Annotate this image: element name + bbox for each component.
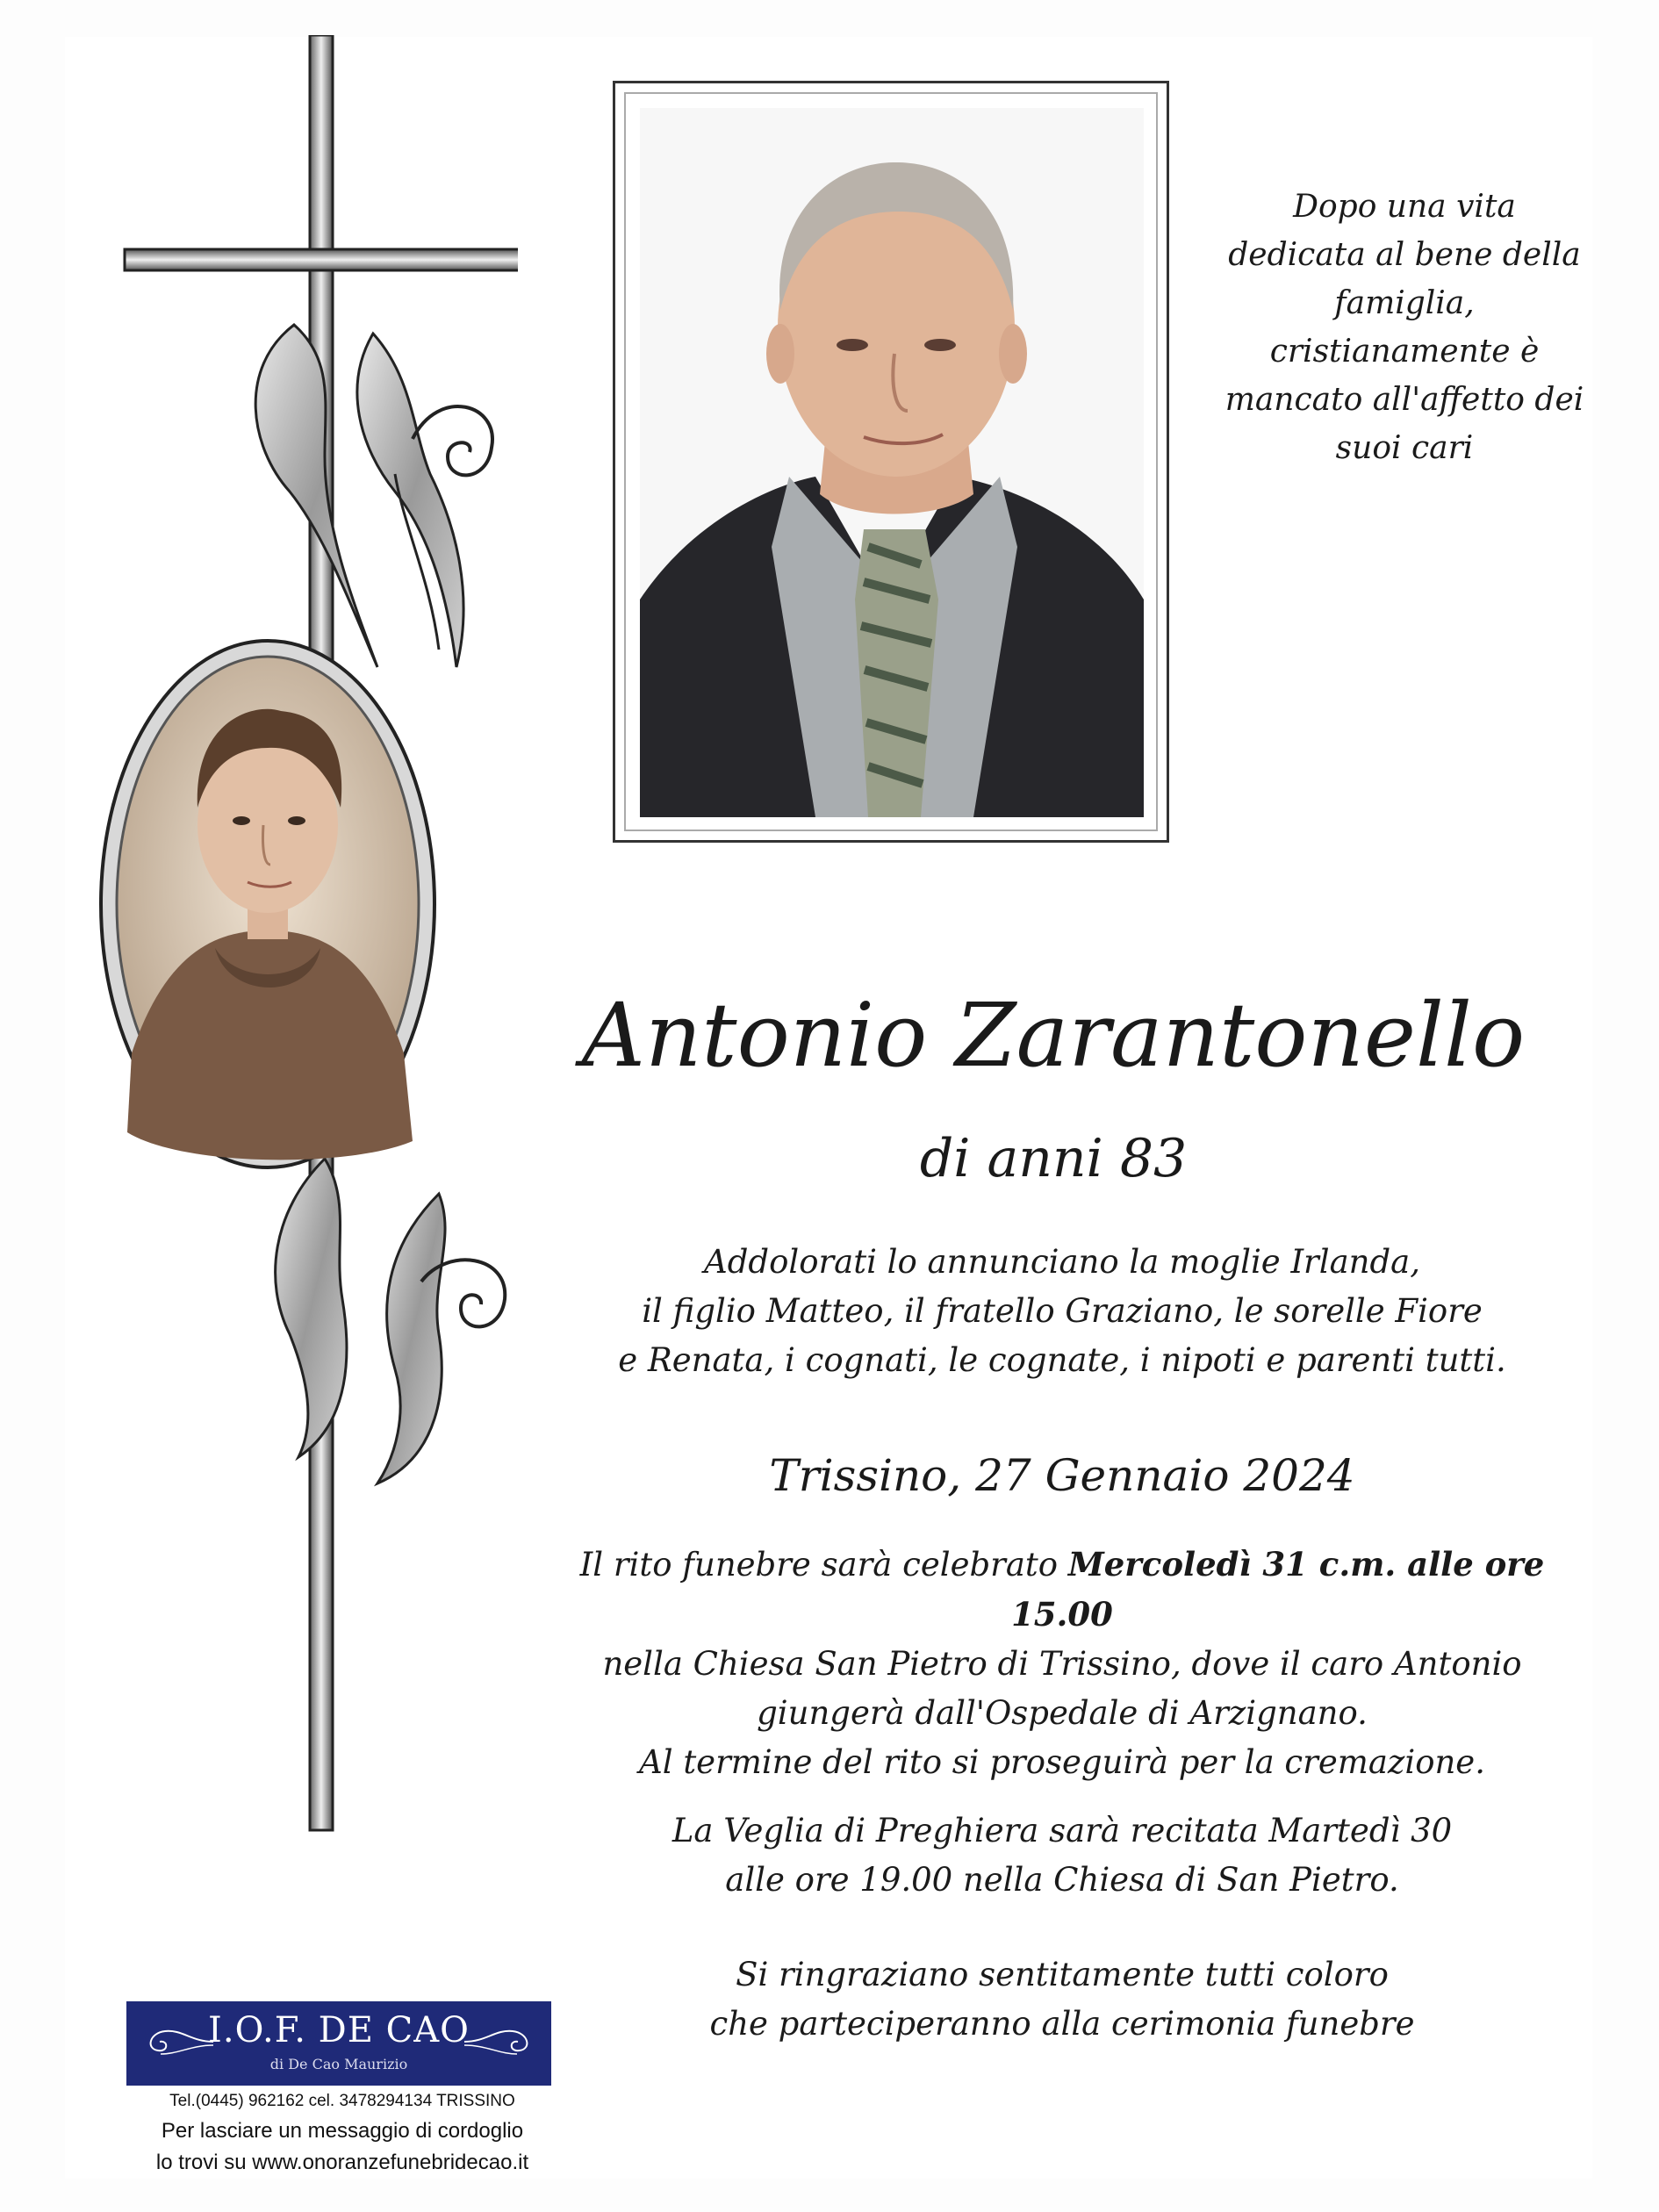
tribute-line: mancato all'affetto dei xyxy=(1224,382,1584,418)
tribute-line: dedicata al bene della xyxy=(1228,237,1581,273)
announcement-line: Addolorati lo annunciano la moglie Irlanda, xyxy=(704,1243,1420,1281)
deceased-name: Antonio Zarantonello xyxy=(581,984,1526,1087)
tribute-text xyxy=(1211,183,1598,472)
funeral-home-contact: Tel.(0445) 962162 cel. 3478294134 TRISSINO xyxy=(169,2092,515,2110)
place-date: Trissino, 27 Gennaio 2024 xyxy=(769,1450,1355,1501)
rite-line: Al termine del rito si proseguirà per la cremazione. xyxy=(639,1743,1485,1781)
vigil-line: alle ore 19.00 nella Chiesa di San Pietro. xyxy=(725,1861,1399,1899)
rite-line: nella Chiesa San Pietro di Trissino, dove il caro Antonio xyxy=(602,1645,1522,1683)
vigil-text xyxy=(562,1806,1562,1905)
deceased-photo-frame xyxy=(613,81,1169,843)
funeral-home-logo xyxy=(126,2001,551,2086)
rite-datetime: Mercoledì 31 c.m. alle ore 15.00 xyxy=(1011,1545,1545,1634)
funeral-home-subtitle: di De Cao Maurizio xyxy=(269,2056,408,2072)
thanks-line: Si ringraziano sentitamente tutti coloro xyxy=(736,1956,1389,1993)
tribute-line: Dopo una vita xyxy=(1293,189,1516,225)
tribute-line: cristianamente è xyxy=(1269,334,1540,370)
thanks-text xyxy=(562,1950,1562,2049)
deceased-portrait xyxy=(640,108,1144,817)
thanks-line: che parteciperanno alla cerimonia funebre xyxy=(709,2005,1415,2043)
funeral-rite-text xyxy=(527,1540,1598,1787)
funeral-home-name: I.O.F. DE CAO xyxy=(208,2010,470,2050)
rite-prefix: Il rito funebre sarà celebrato xyxy=(579,1546,1068,1584)
condolence-message xyxy=(114,2115,571,2179)
condolence-website[interactable]: lo trovi su www.onoranzefunebridecao.it xyxy=(155,2151,529,2174)
rite-line: giungerà dall'Ospedale di Arzignano. xyxy=(757,1694,1368,1732)
condolence-line: Per lasciare un messaggio di cordoglio xyxy=(161,2119,524,2143)
vigil-line: La Veglia di Preghiera sarà recitata Martedì 30 xyxy=(672,1812,1453,1849)
announcement-text xyxy=(562,1238,1562,1385)
tribute-line: suoi cari xyxy=(1335,430,1474,466)
tribute-line: famiglia, xyxy=(1334,285,1475,321)
rite-line xyxy=(527,1540,1598,1640)
cross-icon xyxy=(61,35,518,1843)
announcement-line: il figlio Matteo, il fratello Graziano, le sorelle Fiore xyxy=(642,1292,1483,1330)
announcement-line: e Renata, i cognati, le cognate, i nipoti e parenti tutti. xyxy=(618,1341,1506,1379)
deceased-age: di anni 83 xyxy=(919,1128,1188,1189)
